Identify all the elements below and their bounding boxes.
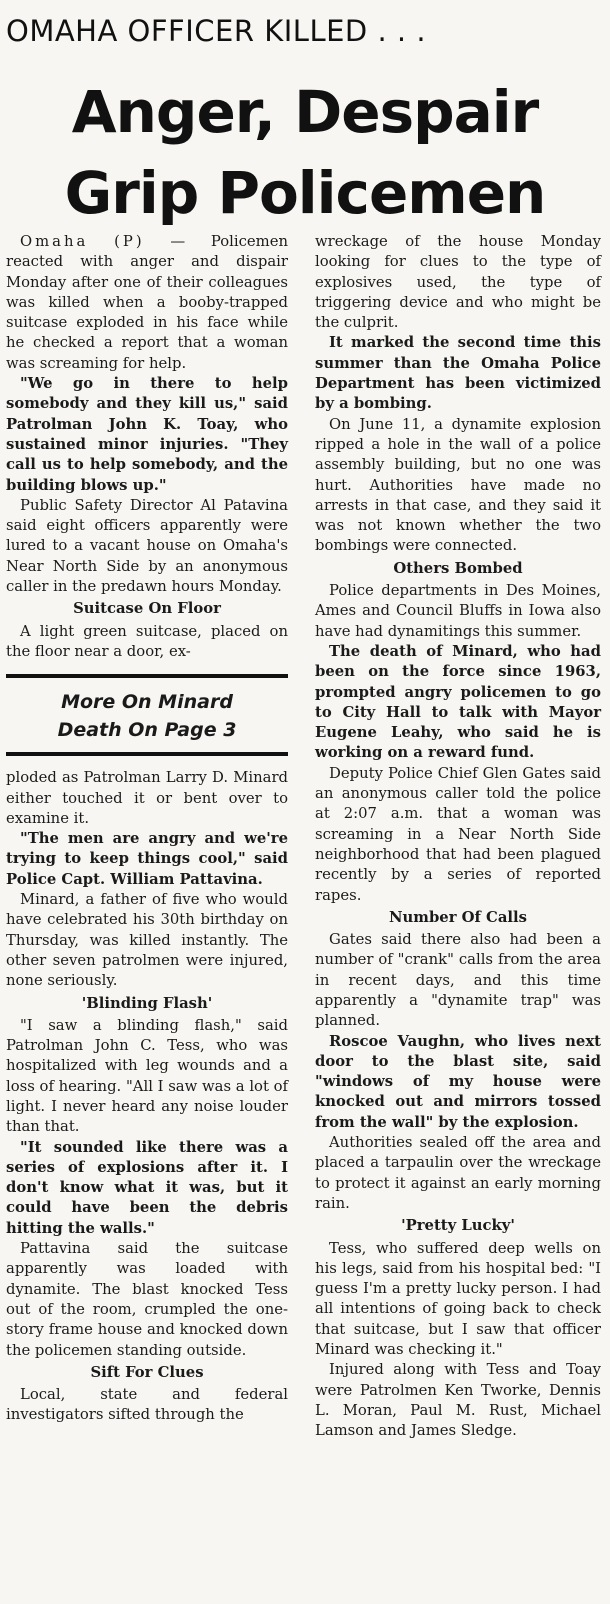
paragraph: Deputy Police Chief Glen Gates said an anonymous caller told the police at 2:07 a.m. that a woman was screaming in a Near North Side neighborhood that had been plagued recently by a series of reported rapes.: [315, 764, 601, 904]
subhead: Number Of Calls: [389, 908, 527, 926]
paragraph: ploded as Patrolman Larry D. Minard either touched it or bent over to examine it.: [6, 769, 288, 827]
paragraph: Authorities sealed off the area and placed a tarpaulin over the wreckage to protect it against an early morning rain.: [315, 1134, 601, 1212]
paragraph: Local, state and federal investigators sifted through the: [6, 1386, 288, 1424]
main-headline: [0, 72, 610, 234]
paragraph: Gates said there also had been a number of "crank" calls from the area in recent days, and this time apparently a "dynamite trap" was planned.: [315, 931, 601, 1030]
paragraph: Public Safety Director Al Patavina said eight officers apparently were lured to a vacant house on Omaha's Near North Side by an anonymous caller in the predawn hours Monday.: [6, 496, 288, 596]
headline-line-1: Anger, Despair: [71, 78, 539, 146]
article-column-right: [315, 232, 601, 1442]
subhead: 'Blinding Flash': [81, 994, 213, 1012]
jump-box-line-2: Death On Page 3: [57, 719, 237, 742]
paragraph: Omaha (P) — Policemen reacted with anger and dispair Monday after one of their colleagues was killed when a booby-trapped suitcase exploded in his face while he checked a report that a woman was screaming for help.: [6, 233, 288, 372]
jump-box: [6, 674, 288, 756]
paragraph: "I saw a blinding flash," said Patrolman John C. Tess, who was hospitalized with leg wounds and a loss of hearing. "All I saw was a lot of light. I never heard any noise louder than that.: [6, 1016, 288, 1136]
paragraph: It marked the second time this summer than the Omaha Police Department has been victimized by a bombing.: [315, 334, 601, 413]
paragraph: Pattavina said the suitcase apparently was loaded with dynamite. The blast knocked Tess out of the room, crumpled the one-story frame house and knocked down the policemen standing outside.: [6, 1240, 288, 1359]
headline-line-2: Grip Policemen: [64, 159, 546, 227]
paragraph: "It sounded like there was a series of explosions after it. I don't know what it was, but it could have been the debris hitting the walls.": [6, 1138, 288, 1237]
jump-box-line-1: More On Minard: [61, 691, 233, 714]
paragraph: Tess, who suffered deep wells on his legs, said from his hospital bed: "I guess I'm a pretty lucky person. I had all intentions of going back to check that suitcase, but I saw that officer Minard was checking it.": [315, 1239, 601, 1359]
paragraph: Injured along with Tess and Toay were Patrolmen Ken Tworke, Dennis L. Moran, Paul M. Rust, Michael Lamson and James Sledge.: [315, 1361, 601, 1440]
paragraph: Minard, a father of five who would have celebrated his 30th birthday on Thursday, was killed instantly. The other seven patrolmen were injured, none seriously.: [6, 891, 288, 990]
subhead: 'Pretty Lucky': [401, 1217, 515, 1235]
paragraph: Roscoe Vaughn, who lives next door to the blast site, said "windows of my house were knocked out and mirrors tossed from the wall" by the explosion.: [315, 1032, 601, 1131]
subhead: Others Bombed: [393, 559, 523, 577]
kicker-headline: OMAHA OFFICER KILLED . . .: [6, 14, 427, 48]
paragraph: "We go in there to help somebody and they kill us," said Patrolman John K. Toay, who sustained minor injuries. "They call us to help somebody, and the building blows up.": [6, 375, 288, 494]
subhead: Sift For Clues: [90, 1363, 204, 1381]
article-column-left: [6, 232, 288, 1426]
paragraph: A light green suitcase, placed on the floor near a door, ex-: [6, 622, 288, 660]
paragraph: On June 11, a dynamite explosion ripped a hole in the wall of a police assembly building, but no one was hurt. Authorities have made no arrests in that case, and they said it was not known whether the two bombings were connected.: [315, 415, 601, 555]
dateline: Omaha (P) —: [20, 233, 189, 250]
paragraph: The death of Minard, who had been on the force since 1963, prompted angry policemen to go to City Hall to talk with Mayor Eugene Leahy, who said he is working on a reward fund.: [315, 642, 601, 762]
paragraph: wreckage of the house Monday looking for clues to the type of explosives used, the type of triggering device and who might be the culprit.: [315, 233, 601, 332]
paragraph: "The men are angry and we're trying to keep things cool," said Police Capt. William Pattavina.: [6, 830, 288, 888]
paragraph: Police departments in Des Moines, Ames and Council Bluffs in Iowa also have had dynamitings this summer.: [315, 582, 601, 640]
subhead: Suitcase On Floor: [73, 600, 221, 618]
